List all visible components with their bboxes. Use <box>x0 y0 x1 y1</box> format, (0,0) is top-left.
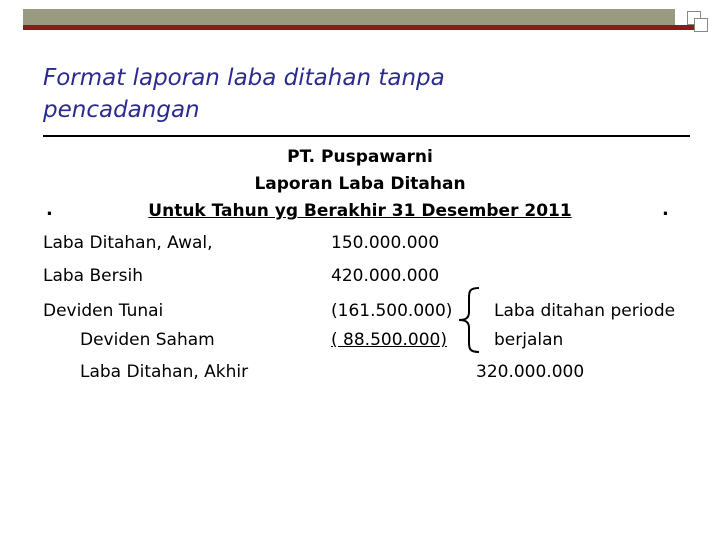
row-akhir-value: 320.000.000 <box>476 362 585 382</box>
report-name: Laporan Laba Ditahan <box>254 174 466 194</box>
period-dot-right: . <box>662 199 669 220</box>
report-period: Untuk Tahun yg Berakhir 31 Desember 2011 <box>148 201 572 221</box>
row-bersih-label: Laba Bersih <box>43 266 143 286</box>
row-saham-label: Deviden Saham <box>80 330 215 350</box>
note-line-1: Laba ditahan periode <box>494 301 676 321</box>
report-company: PT. Puspawarni <box>287 147 433 167</box>
row-awal-value: 150.000.000 <box>331 233 440 253</box>
curly-brace-icon <box>455 286 485 354</box>
corner-square-icon <box>694 18 708 32</box>
header-bar <box>23 9 675 25</box>
row-bersih-value: 420.000.000 <box>331 266 440 286</box>
row-saham-value: ( 88.500.000) <box>331 330 448 350</box>
header-accent-line <box>23 25 706 30</box>
row-tunai-value: (161.500.000) <box>331 301 453 321</box>
row-awal-label: Laba Ditahan, Awal, <box>43 233 213 253</box>
note-line-2: berjalan <box>494 330 564 350</box>
row-tunai-label: Deviden Tunai <box>43 301 164 321</box>
slide-title: Format laporan laba ditahan tanpa pencadangan <box>43 65 445 123</box>
period-dot-left: . <box>46 199 53 220</box>
row-akhir-label: Laba Ditahan, Akhir <box>80 362 249 382</box>
title-divider <box>43 135 690 137</box>
